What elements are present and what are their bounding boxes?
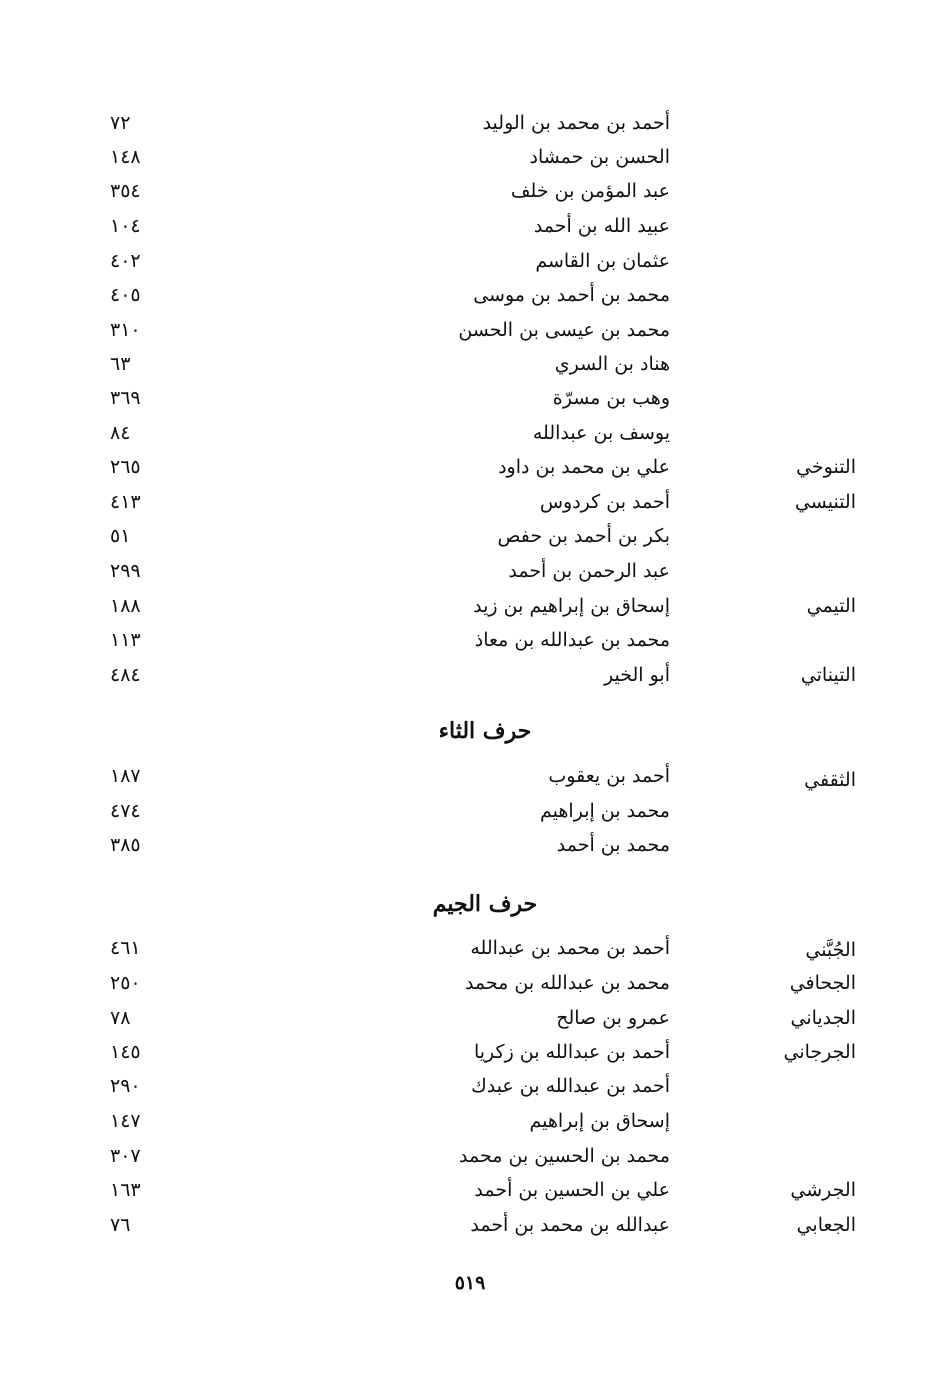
- entry-page-number: ٤٧٤: [110, 800, 141, 822]
- index-entry: [0, 313, 940, 347]
- entry-name: أحمد بن كردوس: [539, 491, 670, 513]
- entry-name: أحمد بن عبدالله بن عبدك: [471, 1075, 670, 1097]
- entry-name: إسحاق بن إبراهيم بن زيد: [473, 595, 670, 617]
- index-entry: [0, 828, 940, 862]
- index-entry: [0, 485, 940, 519]
- entry-page-number: ١٦٣: [110, 1179, 141, 1201]
- entry-name: إسحاق بن إبراهيم: [529, 1110, 670, 1132]
- entry-name: محمد بن أحمد: [556, 834, 670, 856]
- entry-name: أحمد بن محمد بن الوليد: [482, 112, 670, 134]
- entry-page-number: ٤١٣: [110, 491, 141, 513]
- entry-name: أبو الخير: [604, 664, 670, 686]
- entry-page-number: ٧٦: [110, 1214, 131, 1236]
- entry-page-number: ٣١٠: [110, 319, 141, 341]
- entry-page-number: ١٤٧: [110, 1110, 141, 1132]
- entry-page-number: ١٠٤: [110, 215, 141, 237]
- entry-name: محمد بن عبدالله بن معاذ: [474, 629, 670, 651]
- entry-name: محمد بن إبراهيم: [540, 800, 670, 822]
- index-entry: [0, 1139, 940, 1173]
- entry-name: الحسن بن حمشاد: [529, 146, 670, 168]
- section-heading: حرف الجيم: [432, 891, 538, 917]
- index-entry: [0, 1208, 940, 1242]
- entry-page-number: ٤٨٤: [110, 664, 141, 686]
- index-entry: [0, 1069, 940, 1103]
- entry-name: عبيد الله بن أحمد: [533, 215, 670, 237]
- section-heading: حرف الثاء: [438, 718, 532, 744]
- entry-page-number: ٤٠٥: [110, 284, 141, 306]
- entry-name: محمد بن أحمد بن موسى: [473, 284, 670, 306]
- entry-page-number: ٤٠٢: [110, 250, 141, 272]
- entry-page-number: ٣٥٤: [110, 180, 141, 202]
- entry-name: يوسف بن عبدالله: [532, 422, 670, 444]
- entry-page-number: ١٨٨: [110, 595, 141, 617]
- entry-name: هناد بن السري: [554, 353, 670, 375]
- entry-name: أحمد بن عبدالله بن زكريا: [473, 1041, 670, 1063]
- entry-name: أحمد بن يعقوب: [548, 765, 670, 787]
- entry-name: محمد بن عبدالله بن محمد: [464, 972, 670, 994]
- index-entry: [0, 381, 940, 415]
- entry-name: أحمد بن محمد بن عبدالله: [470, 937, 670, 959]
- entry-page-number: ٢٩٩: [110, 560, 141, 582]
- index-entry: [0, 450, 940, 484]
- entry-nisba: الجُبَّني: [805, 939, 856, 961]
- index-entry: [0, 1104, 940, 1138]
- entry-page-number: ٣٠٧: [110, 1145, 141, 1167]
- index-entry: [0, 416, 940, 450]
- entry-nisba: الجرشي: [790, 1179, 856, 1201]
- index-entry: [0, 966, 940, 1000]
- index-entry: [0, 209, 940, 243]
- entry-page-number: ٧٢: [110, 112, 131, 134]
- index-entry: [0, 1001, 940, 1035]
- entry-name: علي بن محمد بن داود: [498, 456, 670, 478]
- index-entry: [0, 106, 940, 140]
- entry-name: محمد بن عيسى بن الحسن: [458, 319, 670, 341]
- entry-page-number: ٢٩٠: [110, 1075, 141, 1097]
- entry-page-number: ٢٦٥: [110, 456, 141, 478]
- index-entry: [0, 347, 940, 381]
- entry-page-number: ٦٣: [110, 353, 131, 375]
- entry-page-number: ١١٣: [110, 629, 141, 651]
- entry-name: محمد بن الحسين بن محمد: [459, 1145, 670, 1167]
- entry-name: عمرو بن صالح: [556, 1007, 670, 1029]
- index-entry: [0, 658, 940, 692]
- index-entry: [0, 931, 940, 965]
- entry-name: عبد المؤمن بن خلف: [510, 180, 670, 202]
- index-entry: [0, 244, 940, 278]
- entry-page-number: ٤٦١: [110, 937, 141, 959]
- index-entry: [0, 759, 940, 793]
- entry-name: عثمان بن القاسم: [535, 250, 670, 272]
- index-entry: [0, 140, 940, 174]
- entry-page-number: ٥١: [110, 525, 131, 547]
- entry-nisba: الجرجاني: [783, 1041, 856, 1063]
- entry-name: علي بن الحسين بن أحمد: [474, 1179, 670, 1201]
- entry-page-number: ٨٤: [110, 422, 131, 444]
- entry-nisba: التيناتي: [800, 664, 856, 686]
- entry-page-number: ٢٥٠: [110, 972, 141, 994]
- entry-page-number: ٣٨٥: [110, 834, 141, 856]
- page-number: ٥١٩: [454, 1272, 486, 1294]
- entry-nisba: التنوخي: [796, 456, 856, 478]
- entry-page-number: ١٨٧: [110, 765, 141, 787]
- entry-page-number: ١٤٨: [110, 146, 141, 168]
- entry-nisba: التيمي: [806, 595, 856, 617]
- index-entry: [0, 554, 940, 588]
- index-entry: [0, 794, 940, 828]
- index-entry: [0, 174, 940, 208]
- entry-nisba: التنيسي: [794, 491, 856, 513]
- entry-page-number: ٧٨: [110, 1007, 131, 1029]
- entry-nisba: الجعابي: [796, 1214, 856, 1236]
- entry-name: بكر بن أحمد بن حفص: [497, 525, 670, 547]
- entry-page-number: ١٤٥: [110, 1041, 141, 1063]
- entry-name: وهب بن مسرّة: [552, 387, 670, 409]
- index-entry: [0, 519, 940, 553]
- entry-nisba: الثقفي: [804, 769, 856, 791]
- entry-name: عبد الرحمن بن أحمد: [508, 560, 670, 582]
- entry-name: عبدالله بن محمد بن أحمد: [470, 1214, 670, 1236]
- entry-nisba: الجحافي: [789, 972, 856, 994]
- index-entry: [0, 278, 940, 312]
- index-entry: [0, 623, 940, 657]
- entry-page-number: ٣٦٩: [110, 387, 141, 409]
- entry-nisba: الجدياني: [790, 1007, 856, 1029]
- index-entry: [0, 1173, 940, 1207]
- index-entry: [0, 589, 940, 623]
- index-entry: [0, 1035, 940, 1069]
